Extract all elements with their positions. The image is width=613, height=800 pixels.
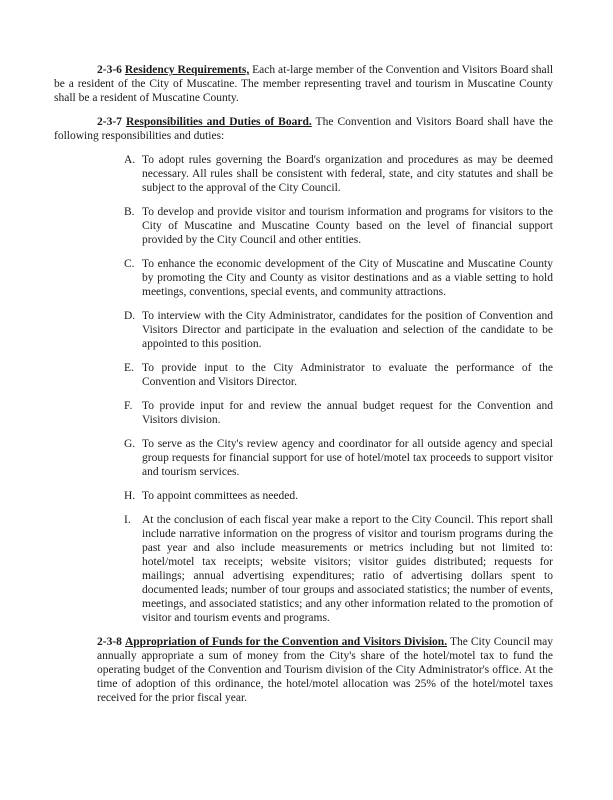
list-item-a (54, 153, 553, 195)
list-item-e-label: E. (124, 362, 134, 374)
list-item-a-label: A. (124, 154, 136, 166)
list-item-c (54, 257, 553, 299)
list-item-b-label: B. (124, 206, 135, 218)
section-2-3-8-title: Appropriation of Funds for the Convention and Visitors Division. (124, 636, 448, 648)
list-item-i (54, 513, 553, 625)
list-item-h-label: H. (124, 490, 136, 502)
list-item-c-text: To enhance the economic development of the City of Muscatine and Muscatine County by promoting the City and County as visitor destinations and as a viable setting to hold meetings, conventions, special events, and community attractions. (142, 258, 553, 298)
section-2-3-8-number: 2-3-8 (97, 636, 122, 648)
section-2-3-8-paragraph (97, 635, 553, 705)
list-item-g (54, 437, 553, 479)
section-2-3-6-paragraph (54, 63, 553, 105)
list-item-b-text: To develop and provide visitor and tourism information and programs for visitors to the City of Muscatine and Muscatine County based on the level of financial support provided by the City Council and other entities. (142, 206, 553, 246)
list-item-i-label: I. (124, 514, 131, 526)
section-2-3-6-number: 2-3-6 (97, 64, 122, 76)
section-2-3-8-body: The City Council may annually appropriate a sum of money from the City's share of the hotel/motel tax to fund the operating budget of the Convention and Tourism division of the City Administrator's office. At the time of adoption of this ordinance, the hotel/motel allocation was 25% of the hotel/motel taxes received for the prior fiscal year. (97, 636, 554, 704)
list-item-h-text: To appoint committees as needed. (142, 490, 298, 502)
list-item-e-text: To provide input to the City Administrator to evaluate the performance of the Convention and Visitors Director. (142, 362, 553, 388)
list-item-f (54, 399, 553, 427)
list-item-i-text: At the conclusion of each fiscal year make a report to the City Council. This report shall include narrative information on the progress of visitor and tourism programs during the past year and also include measurements or metrics including but not limited to: hotel/motel tax receipts; website visitors; visitor guides distributed; requests for mailings; annual advertising expenditures; ratio of advertising dollars spent to documented leads; number of tour groups and associated statistics; the number of events, meetings, and associated statistics; and any other information related to the promotion of visitor and tourism events and programs. (142, 514, 553, 624)
list-item-d (54, 309, 553, 351)
list-item-e (54, 361, 553, 389)
list-item-c-label: C. (124, 258, 135, 270)
list-item-h (54, 489, 553, 503)
section-2-3-7-paragraph (54, 115, 553, 143)
section-2-3-7-number: 2-3-7 (97, 116, 122, 128)
list-item-d-label: D. (124, 310, 136, 322)
list-item-b (54, 205, 553, 247)
list-item-g-label: G. (124, 438, 136, 450)
list-item-f-label: F. (124, 400, 133, 412)
section-2-3-6-body: Each at-large member of the Convention and Visitors Board shall be a resident of the City of Muscatine. The member representing travel and tourism in Muscatine County shall be a resident of Muscatine County. (54, 64, 554, 104)
section-2-3-6-title: Residency Requirements, (124, 64, 250, 76)
duties-list (54, 153, 553, 625)
list-item-f-text: To provide input for and review the annual budget request for the Convention and Visitors division. (142, 400, 553, 426)
list-item-d-text: To interview with the City Administrator, candidates for the position of Convention and Visitors Director and participate in the evaluation and selection of the candidate to be appointed to this position. (142, 310, 553, 350)
section-2-3-7-body: The Convention and Visitors Board shall have the following responsibilities and duties: (54, 116, 553, 142)
list-item-a-text: To adopt rules governing the Board's organization and procedures as may be deemed necessary. All rules shall be consistent with federal, state, and city statutes and shall be subject to the approval of the City Council. (142, 154, 553, 194)
section-2-3-7-title: Responsibilities and Duties of Board. (125, 116, 312, 128)
list-item-g-text: To serve as the City's review agency and coordinator for all outside agency and special group requests for financial support for use of hotel/motel tax proceeds to support visitor and tourism services. (142, 438, 553, 478)
